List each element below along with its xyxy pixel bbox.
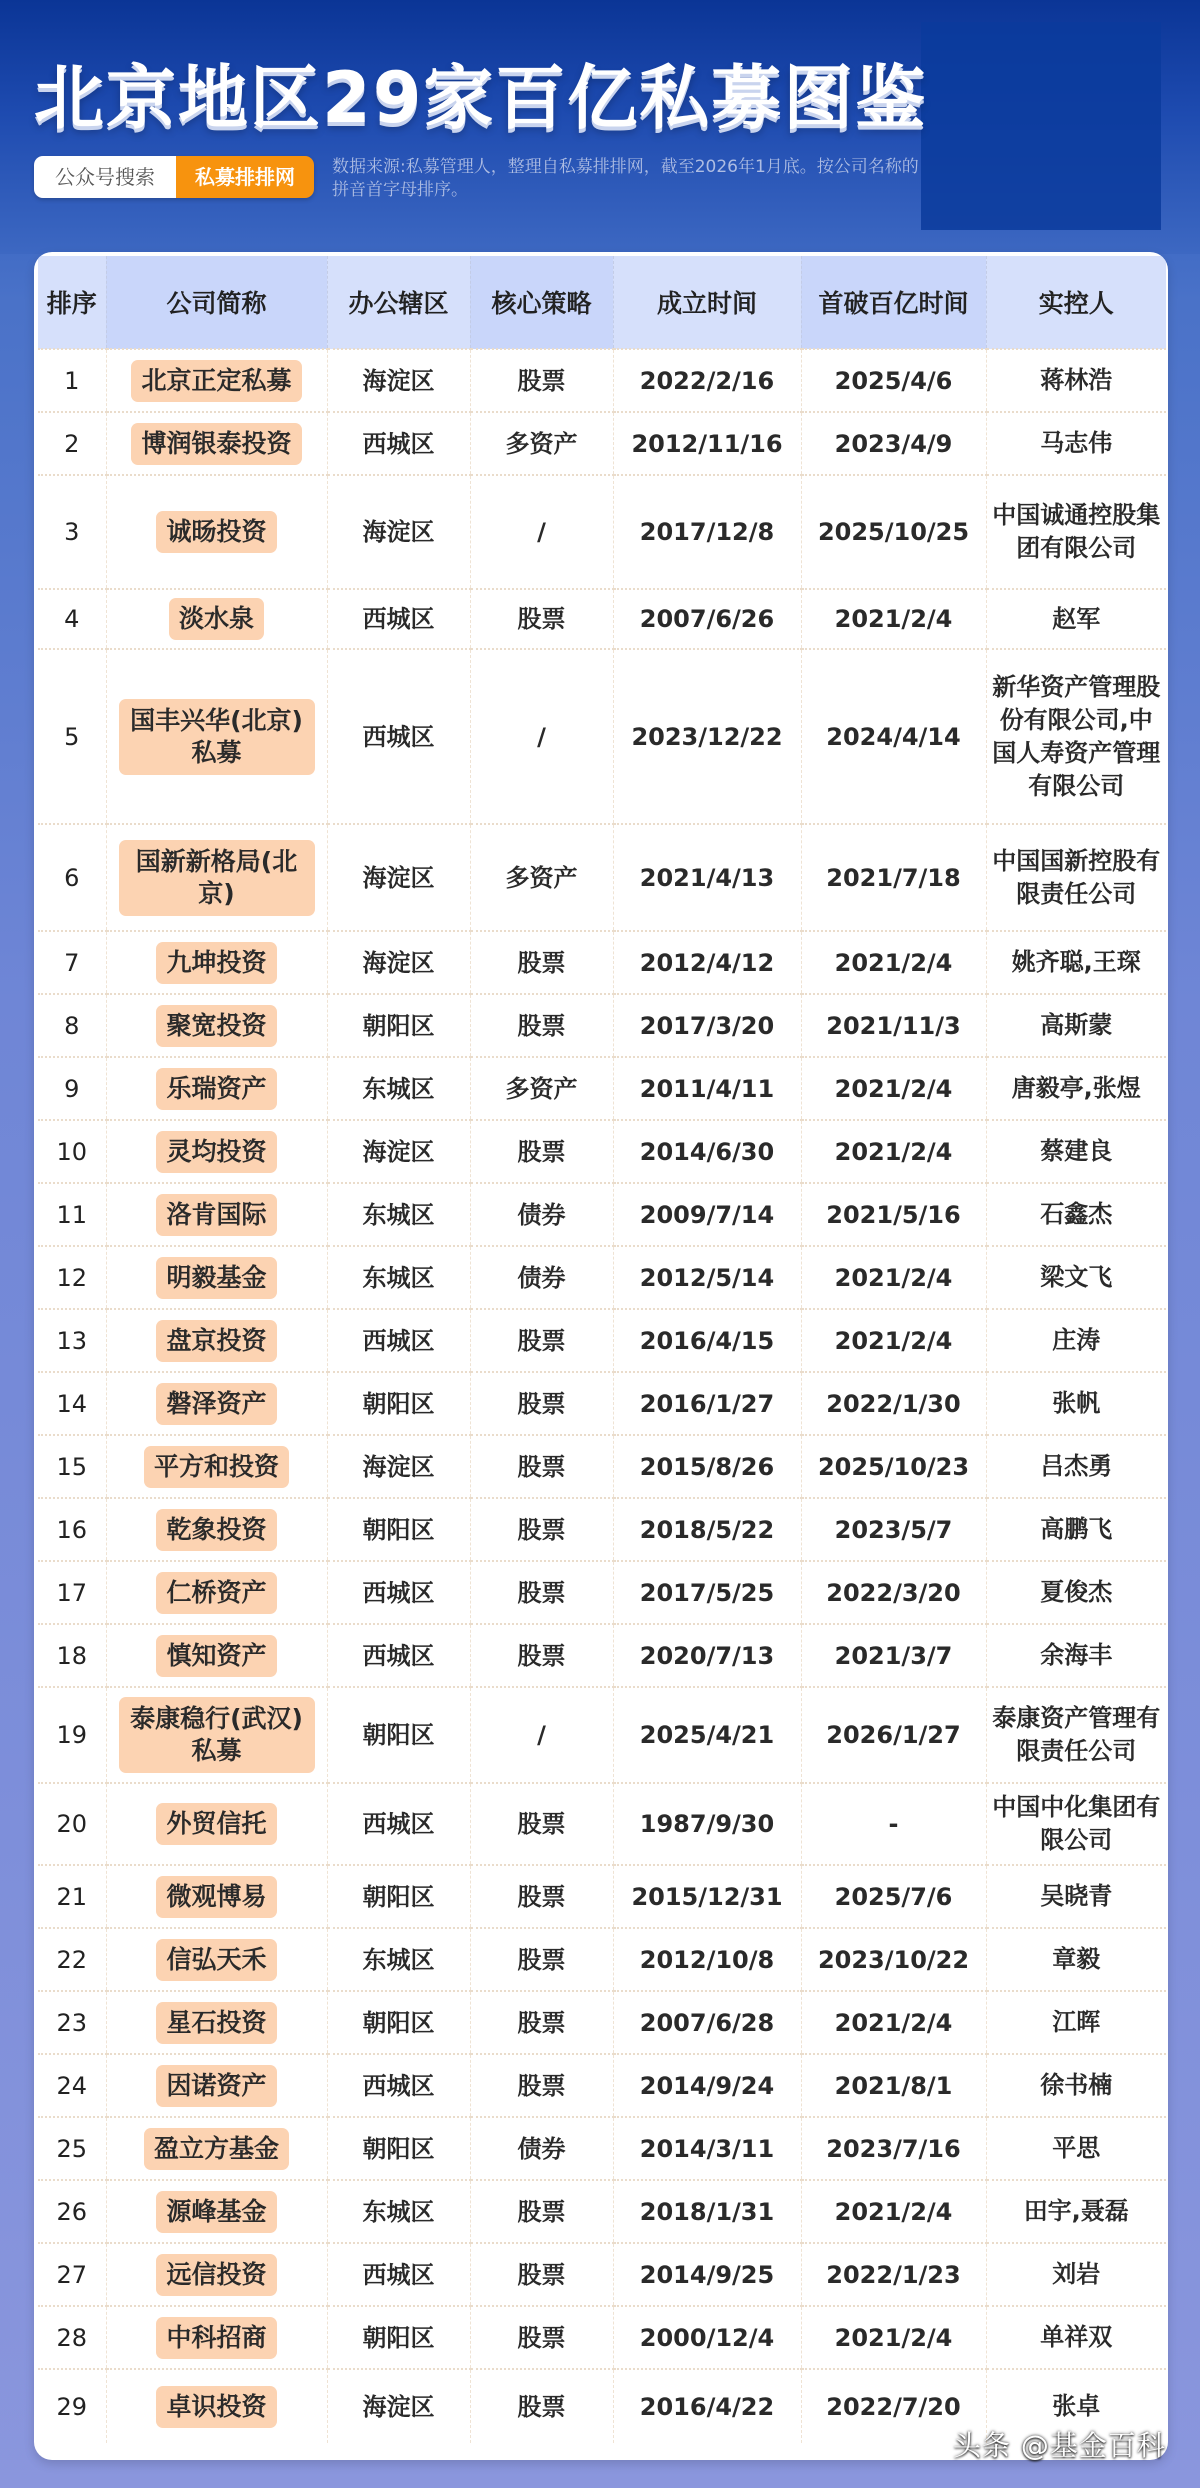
rank-cell: 19 xyxy=(38,1687,106,1783)
company-name-cell xyxy=(106,1372,327,1435)
first-100b-cell: 2023/7/16 xyxy=(801,2117,986,2180)
controller-cell: 中国诚通控股集团有限公司 xyxy=(986,475,1166,589)
strategy-cell: 债券 xyxy=(470,1246,613,1309)
first-100b-cell: 2021/11/3 xyxy=(801,994,986,1057)
company-name-badge: 因诺资产 xyxy=(156,2065,276,2107)
district-cell: 海淀区 xyxy=(327,349,470,412)
founded-cell: 2023/12/22 xyxy=(613,649,801,824)
table-row xyxy=(38,475,1166,589)
company-name-badge: 卓识投资 xyxy=(156,2386,276,2428)
founded-cell: 2016/4/22 xyxy=(613,2369,801,2443)
controller-cell: 蔡建良 xyxy=(986,1120,1166,1183)
controller-cell: 马志伟 xyxy=(986,412,1166,475)
rank-cell: 7 xyxy=(38,931,106,994)
company-name-cell xyxy=(106,2117,327,2180)
watermark: 头条 @基金百科 xyxy=(953,2429,1166,2462)
district-cell: 西城区 xyxy=(327,1309,470,1372)
search-badge xyxy=(34,156,314,198)
table-row xyxy=(38,2306,1166,2369)
first-100b-cell: 2022/1/30 xyxy=(801,1372,986,1435)
strategy-cell: 股票 xyxy=(470,994,613,1057)
company-name-badge: 九坤投资 xyxy=(156,942,276,984)
district-cell: 海淀区 xyxy=(327,1120,470,1183)
founded-cell: 2012/4/12 xyxy=(613,931,801,994)
district-cell: 朝阳区 xyxy=(327,1865,470,1928)
controller-cell: 泰康资产管理有限责任公司 xyxy=(986,1687,1166,1783)
strategy-cell: 股票 xyxy=(470,2180,613,2243)
rank-cell: 24 xyxy=(38,2054,106,2117)
table-row xyxy=(38,2054,1166,2117)
founded-cell: 2007/6/26 xyxy=(613,589,801,649)
company-name-cell xyxy=(106,1687,327,1783)
table-row xyxy=(38,931,1166,994)
district-cell: 朝阳区 xyxy=(327,1991,470,2054)
company-name-cell xyxy=(106,475,327,589)
founded-cell: 2015/12/31 xyxy=(613,1865,801,1928)
company-name-cell xyxy=(106,412,327,475)
district-cell: 西城区 xyxy=(327,649,470,824)
controller-cell: 田宇,聂磊 xyxy=(986,2180,1166,2243)
company-name-cell xyxy=(106,2054,327,2117)
company-name-cell xyxy=(106,1309,327,1372)
company-name-cell xyxy=(106,824,327,931)
rank-cell: 14 xyxy=(38,1372,106,1435)
company-name-cell xyxy=(106,931,327,994)
page-title: 北京地区29家百亿私募图鉴 xyxy=(34,57,928,139)
controller-cell: 庄涛 xyxy=(986,1309,1166,1372)
col-name: 公司简称 xyxy=(106,256,327,349)
strategy-cell: 股票 xyxy=(470,1865,613,1928)
rank-cell: 23 xyxy=(38,1991,106,2054)
table-row xyxy=(38,1783,1166,1865)
company-name-cell xyxy=(106,1120,327,1183)
founded-cell: 2011/4/11 xyxy=(613,1057,801,1120)
company-name-badge: 微观博易 xyxy=(156,1876,276,1918)
first-100b-cell: 2022/3/20 xyxy=(801,1561,986,1624)
first-100b-cell: - xyxy=(801,1783,986,1865)
first-100b-cell: 2022/1/23 xyxy=(801,2243,986,2306)
controller-cell: 中国中化集团有限公司 xyxy=(986,1783,1166,1865)
rank-cell: 28 xyxy=(38,2306,106,2369)
first-100b-cell: 2021/2/4 xyxy=(801,931,986,994)
search-label: 公众号搜索 xyxy=(34,156,176,198)
strategy-cell: 股票 xyxy=(470,1435,613,1498)
district-cell: 朝阳区 xyxy=(327,1498,470,1561)
founded-cell: 2025/4/21 xyxy=(613,1687,801,1783)
company-name-badge: 盈立方基金 xyxy=(144,2128,289,2170)
col-district: 办公辖区 xyxy=(327,256,470,349)
controller-cell: 平思 xyxy=(986,2117,1166,2180)
table-row xyxy=(38,1372,1166,1435)
table-row xyxy=(38,1865,1166,1928)
rank-cell: 26 xyxy=(38,2180,106,2243)
rank-cell: 15 xyxy=(38,1435,106,1498)
rank-cell: 5 xyxy=(38,649,106,824)
strategy-cell: 股票 xyxy=(470,1991,613,2054)
company-name-cell xyxy=(106,1624,327,1687)
rank-cell: 21 xyxy=(38,1865,106,1928)
controller-cell: 徐书楠 xyxy=(986,2054,1166,2117)
controller-cell: 高斯蒙 xyxy=(986,994,1166,1057)
controller-cell: 吕杰勇 xyxy=(986,1435,1166,1498)
founded-cell: 2016/1/27 xyxy=(613,1372,801,1435)
district-cell: 东城区 xyxy=(327,1246,470,1309)
rank-cell: 8 xyxy=(38,994,106,1057)
first-100b-cell: 2025/10/25 xyxy=(801,475,986,589)
col-controller: 实控人 xyxy=(986,256,1166,349)
data-table-card xyxy=(34,252,1168,2460)
company-name-badge: 北京正定私募 xyxy=(131,360,301,402)
first-100b-cell: 2021/5/16 xyxy=(801,1183,986,1246)
col-strategy: 核心策略 xyxy=(470,256,613,349)
strategy-cell: 股票 xyxy=(470,1120,613,1183)
controller-cell: 姚齐聪,王琛 xyxy=(986,931,1166,994)
table-header-row xyxy=(38,256,1166,349)
table-row xyxy=(38,349,1166,412)
controller-cell: 刘岩 xyxy=(986,2243,1166,2306)
district-cell: 海淀区 xyxy=(327,2369,470,2443)
rank-cell: 25 xyxy=(38,2117,106,2180)
company-name-cell xyxy=(106,589,327,649)
founded-cell: 2014/9/24 xyxy=(613,2054,801,2117)
strategy-cell: 股票 xyxy=(470,1624,613,1687)
company-name-cell xyxy=(106,1498,327,1561)
district-cell: 朝阳区 xyxy=(327,2117,470,2180)
controller-cell: 蒋林浩 xyxy=(986,349,1166,412)
col-first-100b: 首破百亿时间 xyxy=(801,256,986,349)
controller-cell: 唐毅亭,张煜 xyxy=(986,1057,1166,1120)
controller-cell: 高鹏飞 xyxy=(986,1498,1166,1561)
controller-cell: 张帆 xyxy=(986,1372,1166,1435)
rank-cell: 10 xyxy=(38,1120,106,1183)
table-row xyxy=(38,589,1166,649)
company-name-badge: 明毅基金 xyxy=(156,1257,276,1299)
source-note: 数据来源:私募管理人，整理自私募排排网，截至2026年1月底。按公司名称的拼音首字母排序。 xyxy=(332,157,919,200)
rank-cell: 4 xyxy=(38,589,106,649)
table-row xyxy=(38,2117,1166,2180)
district-cell: 西城区 xyxy=(327,2054,470,2117)
company-name-badge: 远信投资 xyxy=(156,2254,276,2296)
founded-cell: 1987/9/30 xyxy=(613,1783,801,1865)
controller-cell: 夏俊杰 xyxy=(986,1561,1166,1624)
rank-cell: 1 xyxy=(38,349,106,412)
rank-cell: 18 xyxy=(38,1624,106,1687)
district-cell: 西城区 xyxy=(327,589,470,649)
founded-cell: 2012/5/14 xyxy=(613,1246,801,1309)
table-row xyxy=(38,1498,1166,1561)
company-name-cell xyxy=(106,2243,327,2306)
strategy-cell: 股票 xyxy=(470,2243,613,2306)
first-100b-cell: 2022/7/20 xyxy=(801,2369,986,2443)
company-name-cell xyxy=(106,2369,327,2443)
first-100b-cell: 2026/1/27 xyxy=(801,1687,986,1783)
company-name-badge: 泰康稳行(武汉)私募 xyxy=(119,1697,315,1773)
table-row xyxy=(38,1561,1166,1624)
controller-cell: 新华资产管理股份有限公司,中国人寿资产管理有限公司 xyxy=(986,649,1166,824)
company-name-cell xyxy=(106,1057,327,1120)
first-100b-cell: 2021/3/7 xyxy=(801,1624,986,1687)
first-100b-cell: 2021/2/4 xyxy=(801,1057,986,1120)
table-row xyxy=(38,1435,1166,1498)
data-table xyxy=(38,256,1166,2443)
founded-cell: 2016/4/15 xyxy=(613,1309,801,1372)
company-name-badge: 平方和投资 xyxy=(144,1446,289,1488)
controller-cell: 张卓 xyxy=(986,2369,1166,2443)
founded-cell: 2017/12/8 xyxy=(613,475,801,589)
company-name-cell xyxy=(106,1865,327,1928)
district-cell: 西城区 xyxy=(327,1783,470,1865)
company-name-badge: 诚旸投资 xyxy=(156,511,276,553)
strategy-cell: 股票 xyxy=(470,349,613,412)
controller-cell: 章毅 xyxy=(986,1928,1166,1991)
strategy-cell: 股票 xyxy=(470,589,613,649)
company-name-badge: 聚宽投资 xyxy=(156,1005,276,1047)
first-100b-cell: 2025/10/23 xyxy=(801,1435,986,1498)
strategy-cell: 多资产 xyxy=(470,824,613,931)
table-row xyxy=(38,1183,1166,1246)
rank-cell: 2 xyxy=(38,412,106,475)
company-name-badge: 磐泽资产 xyxy=(156,1383,276,1425)
founded-cell: 2012/11/16 xyxy=(613,412,801,475)
company-name-badge: 源峰基金 xyxy=(156,2191,276,2233)
company-name-badge: 盘京投资 xyxy=(156,1320,276,1362)
search-keyword: 私募排排网 xyxy=(176,156,314,198)
company-name-cell xyxy=(106,2180,327,2243)
founded-cell: 2000/12/4 xyxy=(613,2306,801,2369)
strategy-cell: / xyxy=(470,649,613,824)
first-100b-cell: 2021/2/4 xyxy=(801,1246,986,1309)
district-cell: 东城区 xyxy=(327,1057,470,1120)
first-100b-cell: 2021/7/18 xyxy=(801,824,986,931)
strategy-cell: 股票 xyxy=(470,1372,613,1435)
founded-cell: 2007/6/28 xyxy=(613,1991,801,2054)
first-100b-cell: 2021/8/1 xyxy=(801,2054,986,2117)
founded-cell: 2022/2/16 xyxy=(613,349,801,412)
controller-cell: 江晖 xyxy=(986,1991,1166,2054)
district-cell: 朝阳区 xyxy=(327,1687,470,1783)
company-name-badge: 慎知资产 xyxy=(156,1635,276,1677)
strategy-cell: 股票 xyxy=(470,931,613,994)
company-name-badge: 灵均投资 xyxy=(156,1131,276,1173)
company-name-cell xyxy=(106,994,327,1057)
strategy-cell: 股票 xyxy=(470,1928,613,1991)
company-name-cell xyxy=(106,349,327,412)
founded-cell: 2020/7/13 xyxy=(613,1624,801,1687)
first-100b-cell: 2023/5/7 xyxy=(801,1498,986,1561)
district-cell: 海淀区 xyxy=(327,824,470,931)
founded-cell: 2012/10/8 xyxy=(613,1928,801,1991)
table-row xyxy=(38,649,1166,824)
company-name-badge: 国丰兴华(北京)私募 xyxy=(119,699,315,775)
controller-cell: 梁文飞 xyxy=(986,1246,1166,1309)
rank-cell: 11 xyxy=(38,1183,106,1246)
rank-cell: 12 xyxy=(38,1246,106,1309)
company-name-cell xyxy=(106,2306,327,2369)
strategy-cell: 股票 xyxy=(470,1498,613,1561)
company-name-badge: 国新新格局(北京) xyxy=(119,840,315,916)
founded-cell: 2017/5/25 xyxy=(613,1561,801,1624)
first-100b-cell: 2024/4/14 xyxy=(801,649,986,824)
strategy-cell: 多资产 xyxy=(470,1057,613,1120)
company-name-cell xyxy=(106,1928,327,1991)
founded-cell: 2017/3/20 xyxy=(613,994,801,1057)
first-100b-cell: 2023/10/22 xyxy=(801,1928,986,1991)
company-name-badge: 博润银泰投资 xyxy=(131,423,301,465)
rank-cell: 22 xyxy=(38,1928,106,1991)
strategy-cell: 债券 xyxy=(470,1183,613,1246)
decorative-box xyxy=(921,22,1161,230)
table-row xyxy=(38,2180,1166,2243)
company-name-badge: 乐瑞资产 xyxy=(156,1068,276,1110)
district-cell: 海淀区 xyxy=(327,1435,470,1498)
strategy-cell: 股票 xyxy=(470,1561,613,1624)
table-row xyxy=(38,412,1166,475)
col-rank: 排序 xyxy=(38,256,106,349)
first-100b-cell: 2021/2/4 xyxy=(801,1991,986,2054)
strategy-cell: / xyxy=(470,475,613,589)
col-founded: 成立时间 xyxy=(613,256,801,349)
rank-cell: 17 xyxy=(38,1561,106,1624)
company-name-badge: 星石投资 xyxy=(156,2002,276,2044)
table-row xyxy=(38,824,1166,931)
table-row xyxy=(38,1687,1166,1783)
strategy-cell: 股票 xyxy=(470,1783,613,1865)
strategy-cell: / xyxy=(470,1687,613,1783)
strategy-cell: 股票 xyxy=(470,1309,613,1372)
company-name-cell xyxy=(106,1991,327,2054)
first-100b-cell: 2025/7/6 xyxy=(801,1865,986,1928)
first-100b-cell: 2023/4/9 xyxy=(801,412,986,475)
company-name-badge: 外贸信托 xyxy=(156,1803,276,1845)
first-100b-cell: 2021/2/4 xyxy=(801,589,986,649)
controller-cell: 石鑫杰 xyxy=(986,1183,1166,1246)
first-100b-cell: 2021/2/4 xyxy=(801,2180,986,2243)
district-cell: 西城区 xyxy=(327,2243,470,2306)
table-row xyxy=(38,1246,1166,1309)
table-row xyxy=(38,1057,1166,1120)
rank-cell: 13 xyxy=(38,1309,106,1372)
district-cell: 海淀区 xyxy=(327,475,470,589)
district-cell: 东城区 xyxy=(327,2180,470,2243)
district-cell: 朝阳区 xyxy=(327,1372,470,1435)
district-cell: 东城区 xyxy=(327,1928,470,1991)
first-100b-cell: 2021/2/4 xyxy=(801,2306,986,2369)
rank-cell: 16 xyxy=(38,1498,106,1561)
rank-cell: 3 xyxy=(38,475,106,589)
district-cell: 西城区 xyxy=(327,1624,470,1687)
district-cell: 海淀区 xyxy=(327,931,470,994)
district-cell: 朝阳区 xyxy=(327,994,470,1057)
strategy-cell: 股票 xyxy=(470,2054,613,2117)
table-row xyxy=(38,1928,1166,1991)
controller-cell: 余海丰 xyxy=(986,1624,1166,1687)
company-name-badge: 仁桥资产 xyxy=(156,1572,276,1614)
rank-cell: 29 xyxy=(38,2369,106,2443)
table-row xyxy=(38,1624,1166,1687)
district-cell: 朝阳区 xyxy=(327,2306,470,2369)
controller-cell: 赵军 xyxy=(986,589,1166,649)
rank-cell: 9 xyxy=(38,1057,106,1120)
company-name-badge: 乾象投资 xyxy=(156,1509,276,1551)
company-name-cell xyxy=(106,1246,327,1309)
rank-cell: 20 xyxy=(38,1783,106,1865)
founded-cell: 2014/3/11 xyxy=(613,2117,801,2180)
district-cell: 西城区 xyxy=(327,412,470,475)
strategy-cell: 股票 xyxy=(470,2306,613,2369)
strategy-cell: 多资产 xyxy=(470,412,613,475)
company-name-badge: 中科招商 xyxy=(156,2317,276,2359)
first-100b-cell: 2025/4/6 xyxy=(801,349,986,412)
founded-cell: 2018/5/22 xyxy=(613,1498,801,1561)
company-name-badge: 信弘天禾 xyxy=(156,1939,276,1981)
controller-cell: 中国国新控股有限责任公司 xyxy=(986,824,1166,931)
strategy-cell: 债券 xyxy=(470,2117,613,2180)
controller-cell: 单祥双 xyxy=(986,2306,1166,2369)
first-100b-cell: 2021/2/4 xyxy=(801,1309,986,1372)
controller-cell: 吴晓青 xyxy=(986,1865,1166,1928)
strategy-cell: 股票 xyxy=(470,2369,613,2443)
first-100b-cell: 2021/2/4 xyxy=(801,1120,986,1183)
table-row xyxy=(38,994,1166,1057)
table-row xyxy=(38,1991,1166,2054)
rank-cell: 6 xyxy=(38,824,106,931)
company-name-cell xyxy=(106,1435,327,1498)
founded-cell: 2014/6/30 xyxy=(613,1120,801,1183)
table-row xyxy=(38,1309,1166,1372)
district-cell: 东城区 xyxy=(327,1183,470,1246)
district-cell: 西城区 xyxy=(327,1561,470,1624)
company-name-badge: 洛肯国际 xyxy=(156,1194,276,1236)
founded-cell: 2014/9/25 xyxy=(613,2243,801,2306)
company-name-cell xyxy=(106,649,327,824)
company-name-cell xyxy=(106,1783,327,1865)
rank-cell: 27 xyxy=(38,2243,106,2306)
founded-cell: 2009/7/14 xyxy=(613,1183,801,1246)
founded-cell: 2018/1/31 xyxy=(613,2180,801,2243)
table-row xyxy=(38,1120,1166,1183)
founded-cell: 2021/4/13 xyxy=(613,824,801,931)
founded-cell: 2015/8/26 xyxy=(613,1435,801,1498)
company-name-cell xyxy=(106,1561,327,1624)
company-name-badge: 淡水泉 xyxy=(169,598,264,640)
company-name-cell xyxy=(106,1183,327,1246)
table-row xyxy=(38,2243,1166,2306)
